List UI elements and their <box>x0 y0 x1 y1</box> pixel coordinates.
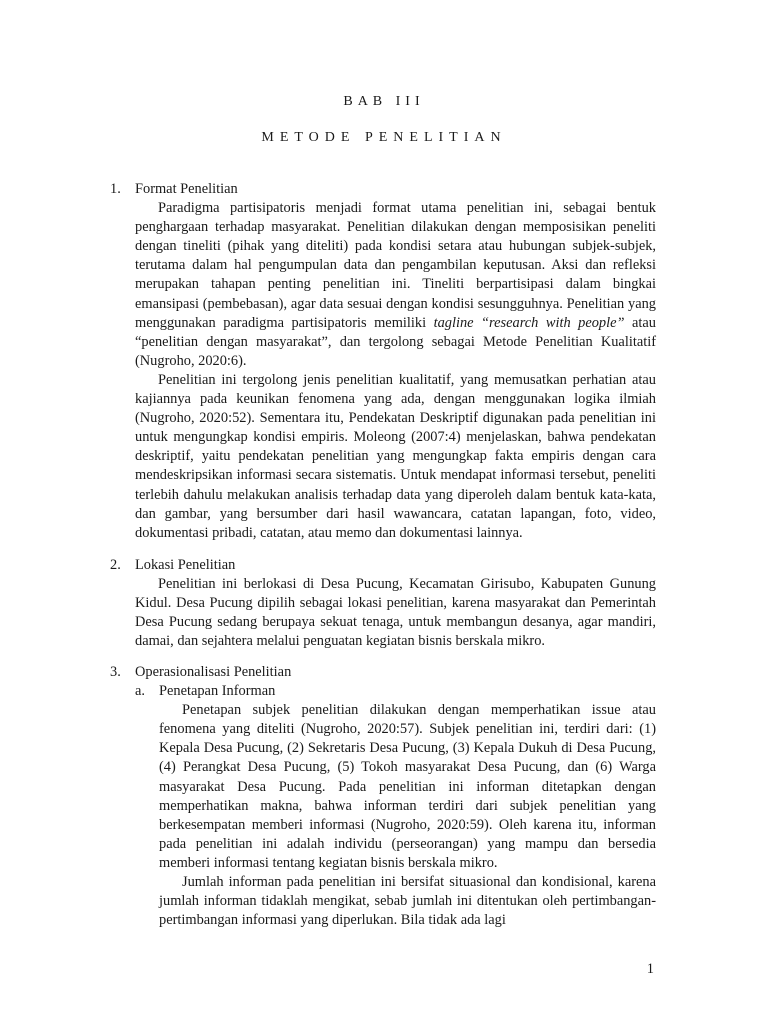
section-operasionalisasi <box>110 663 656 930</box>
section-number: 2. <box>110 557 121 573</box>
subsection-body <box>159 701 656 930</box>
chapter-heading: BAB III <box>343 94 425 109</box>
paragraph: Penelitian ini tergolong jenis penelitian kualitatif, yang memusatkan perhatian atau kajiannya pada keunikan fenomena yang ada, dengan menggunakan logika ilmiah (Nugroho, 2020:52). Sementara itu, Pendekatan Deskriptif digunakan pada penelitian ini untuk mengungkap kondisi empiris. Moleong (2007:4) menjelaskan, bahwa pendekatan deskriptif, yaitu pendekatan penelitian yang mengungkap fakta empiris dengan cara mendeskripsikan informasi secara sistematis. Untuk mendapat informasi tersebut, peneliti terlebih dahulu melakukan analisis terhadap data yang diperoleh dalam bentuk kata-kata, dan gambar, yang bersumber dari hasil wawancara, catatan lapangan, foto, video, dokumentasi pribadi, catatan, atau memo dan dokumentasi lainnya. <box>135 371 656 541</box>
chapter-title: METODE PENELITIAN <box>261 130 507 145</box>
section-format-penelitian <box>110 180 656 543</box>
paragraph: Penelitian ini berlokasi di Desa Pucung, Kecamatan Girisubo, Kabupaten Gunung Kidul. Desa Pucung dipilih sebagai lokasi penelitian, karena masyarakat dan Pemerintah Desa Pucung sedang berupaya sekuat tenaga, untuk membangun desanya, agar mandiri, damai, dan sejahtera melalui penguatan kegiatan bisnis berskala mikro. <box>135 576 656 650</box>
paragraph: Paradigma partisipatoris menjadi format utama penelitian ini, sebagai bentuk penghargaan terhadap masyarakat. Penelitian dilakukan dengan memposisikan peneliti dengan tineliti (pihak yang diteliti) pada kondisi setara atau hubungan subjek-subjek, terutama dalam hal pengumpulan data dan pengambilan keputusan. Aksi dan refleksi merupakan tahapan penting penelitian ini. Tineliti berpartisipasi dalam bingkai emansipasi (pembebasan), agar data sesuai dengan kondisi sesungguhnya. Penelitian yang menggunakan paradigma partisipatoris memiliki tagline “research with people” atau “penelitian dengan masyarakat”, dan tergolong sebagai Metode Penelitian Kualitatif (Nugroho, 2020:6). <box>135 200 656 369</box>
section-body <box>135 575 656 651</box>
section-heading <box>110 180 656 199</box>
section-heading <box>110 663 656 682</box>
subsection-letter: a. <box>135 683 145 700</box>
section-heading <box>110 556 656 575</box>
subsection-title: Penetapan Informan <box>159 683 276 700</box>
italic-phrase: tagline “research with people” <box>433 314 625 331</box>
section-number: 3. <box>110 664 121 680</box>
section-body <box>135 199 656 543</box>
section-title: Lokasi Penelitian <box>135 557 236 573</box>
paragraph: Jumlah informan pada penelitian ini bersifat situasional dan kondisional, karena jumlah informan tidaklah mengikat, sebab jumlah ini ditentukan oleh pertimbangan-pertimbangan informasi yang diperlukan. Bila tidak ada lagi <box>159 874 656 929</box>
section-title: Operasionalisasi Penelitian <box>135 664 292 680</box>
section-number: 1. <box>110 181 121 197</box>
section-title: Format Penelitian <box>135 181 238 197</box>
subsection-heading <box>135 682 656 701</box>
section-lokasi-penelitian <box>110 556 656 651</box>
page-number: 1 <box>646 961 654 977</box>
paragraph: Penetapan subjek penelitian dilakukan dengan memperhatikan issue atau fenomena yang diteliti (Nugroho, 2020:57). Subjek penelitian ini, terdiri dari: (1) Kepala Desa Pucung, (2) Sekretaris Desa Pucung, (3) Kepala Dukuh di Desa Pucung, (4) Perangkat Desa Pucung, (5) Tokoh masyarakat Desa Pucung, dan (6) Warga masyarakat Desa Pucung. Pada penelitian ini informan ditetapkan dengan memperhatikan makna, bahwa informan terdiri dari subjek penelitian yang berkesempatan memberi informasi (Nugroho, 2020:59). Oleh karena itu, informan pada penelitian ini adalah individu (perseorangan) yang mampu dan bersedia memberi informasi tentang kegiatan bisnis berskala mikro. <box>159 702 656 871</box>
